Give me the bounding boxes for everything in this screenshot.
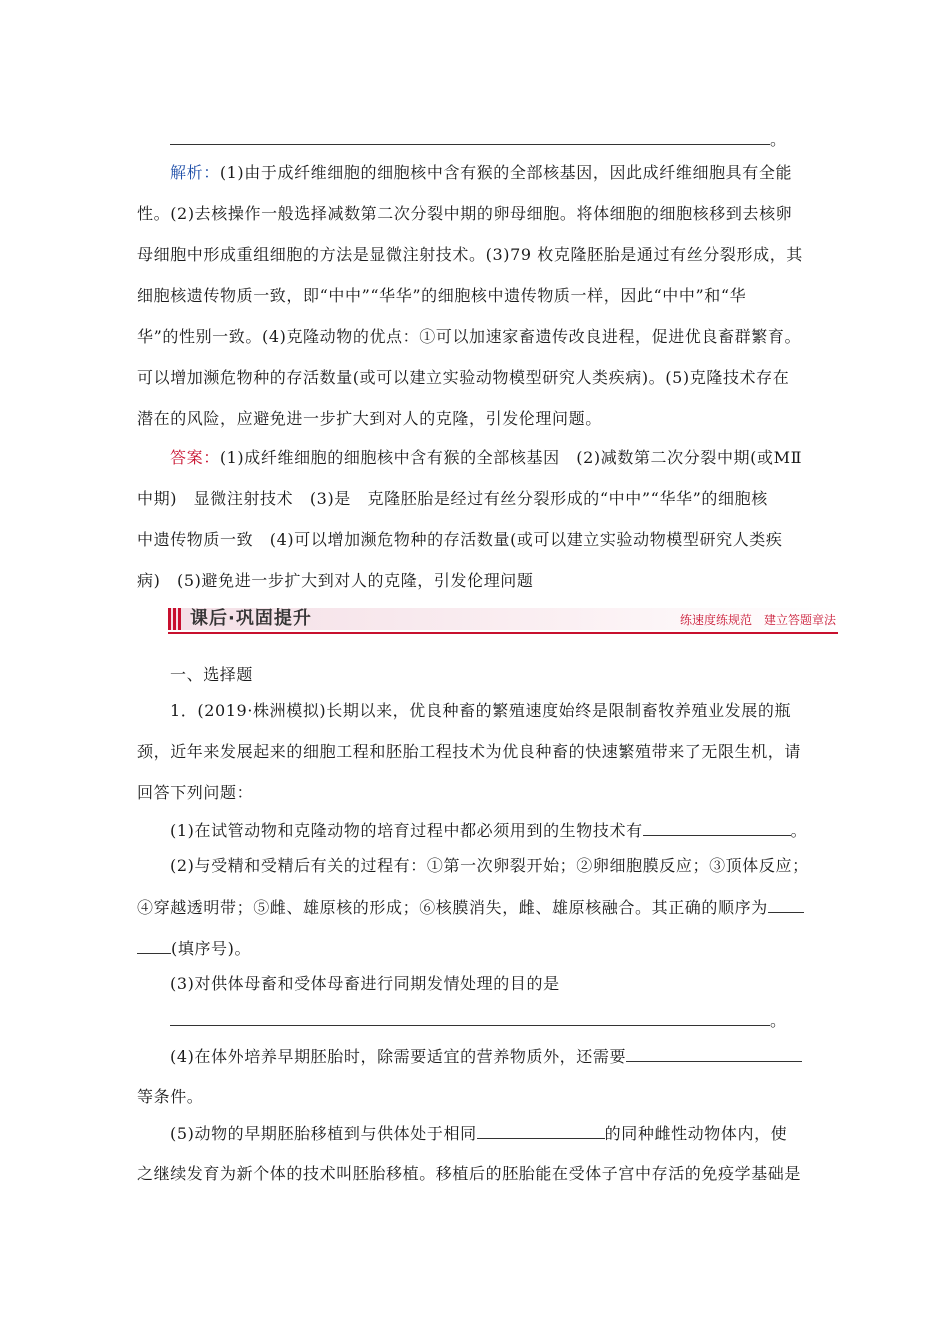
section-heading: 一、选择题 [170,665,254,684]
sub-question-text: (填序号)。 [171,939,252,958]
question-stem-line: 颈，近年来发展起来的细胞工程和胚胎工程技术为优良种畜的快速繁殖带来了无限生机，请 [137,742,802,761]
sub-question-1 [170,819,860,842]
fill-blank [477,1122,605,1139]
banner-rule [168,632,838,634]
analysis-line: 性。(2)去核操作一般选择减数第二次分裂中期的卵母细胞。将体细胞的细胞核移到去核卵 [137,204,793,223]
sub-question-2-line [137,937,827,960]
sub-question-4-line: 等条件。 [137,1087,204,1106]
analysis-line [170,162,860,184]
period: 。 [770,1011,787,1030]
period: 。 [790,821,808,840]
answer-line: 病) (5)避免进一步扩大到对人的克隆，引发伦理问题 [137,571,534,590]
analysis-line: 华”的性别一致。(4)克隆动物的优点：①可以加速家畜遗传改良进程，促进优良畜群繁育。 [137,327,802,346]
banner-stripes-icon [168,608,182,630]
banner-title: 课后·巩固提升 [190,608,312,629]
fill-blank [170,1009,770,1026]
section-banner [168,608,838,634]
answer-line: 中遗传物质一致 (4)可以增加濒危物种的存活数量(或可以建立实验动物模型研究人类疾 [137,530,783,549]
sub-question-text: (4)在体外培养早期胚胎时，除需要适宜的营养物质外，还需要 [170,1047,627,1066]
analysis-line: 母细胞中形成重组细胞的方法是显微注射技术。(3)79 枚克隆胚胎是通过有丝分裂形成，其 [137,245,803,264]
answer-text: (1)成纤维细胞的细胞核中含有猴的全部核基因 (2)减数第二次分裂中期(或MⅡ [219,448,803,467]
period: 。 [770,130,787,149]
banner-slogan: 练速度练规范 建立答题章法 [679,613,836,627]
fill-blank [170,128,770,145]
answer-blank-line [170,128,860,151]
sub-question-text: ④穿越透明带；⑤雌、雄原核的形成；⑥核膜消失，雌、雄原核融合。其正确的顺序为 [137,898,768,917]
sub-question-3: (3)对供体母畜和受体母畜进行同期发情处理的目的是 [170,974,560,993]
sub-question-3-blank [170,1009,860,1032]
analysis-line: 可以增加濒危物种的存活数量(或可以建立实验动物模型研究人类疾病)。(5)克隆技术存在 [137,368,790,387]
sub-question-text: (5)动物的早期胚胎移植到与供体处于相同 [170,1124,477,1143]
analysis-line: 潜在的风险，应避免进一步扩大到对人的克隆，引发伦理问题。 [137,409,602,428]
fill-blank [768,896,804,913]
analysis-text: (1)由于成纤维细胞的细胞核中含有猴的全部核基因，因此成纤维细胞具有全能 [219,163,793,182]
fill-blank [137,937,171,954]
sub-question-text: 的同种雌性动物体内，使 [604,1124,788,1143]
fill-blank [643,819,791,836]
sub-question-4 [170,1045,860,1068]
analysis-label: 解析： [170,163,220,182]
sub-question-2-line [137,896,827,919]
answer-line [170,447,860,469]
answer-line: 中期) 显微注射技术 (3)是 克隆胚胎是经过有丝分裂形成的“中中”“华华”的细胞核 [137,489,768,508]
answer-label: 答案： [170,448,220,467]
sub-question-2: (2)与受精和受精后有关的过程有：①第一次卵裂开始；②卵细胞膜反应；③顶体反应； [170,856,809,875]
sub-question-5 [170,1122,860,1145]
question-stem-line: 1．(2019·株洲模拟)长期以来，优良种畜的繁殖速度始终是限制畜牧养殖业发展的瓶 [170,701,792,720]
question-stem-line: 回答下列问题： [137,783,254,802]
fill-blank [626,1045,802,1062]
analysis-line: 细胞核遗传物质一致，即“中中”“华华”的细胞核中遗传物质一样，因此“中中”和“华 [137,286,747,305]
sub-question-5-line: 之继续发育为新个体的技术叫胚胎移植。移植后的胚胎能在受体子宫中存活的免疫学基础是 [137,1164,802,1183]
sub-question-text: (1)在试管动物和克隆动物的培育过程中都必须用到的生物技术有 [170,821,643,840]
